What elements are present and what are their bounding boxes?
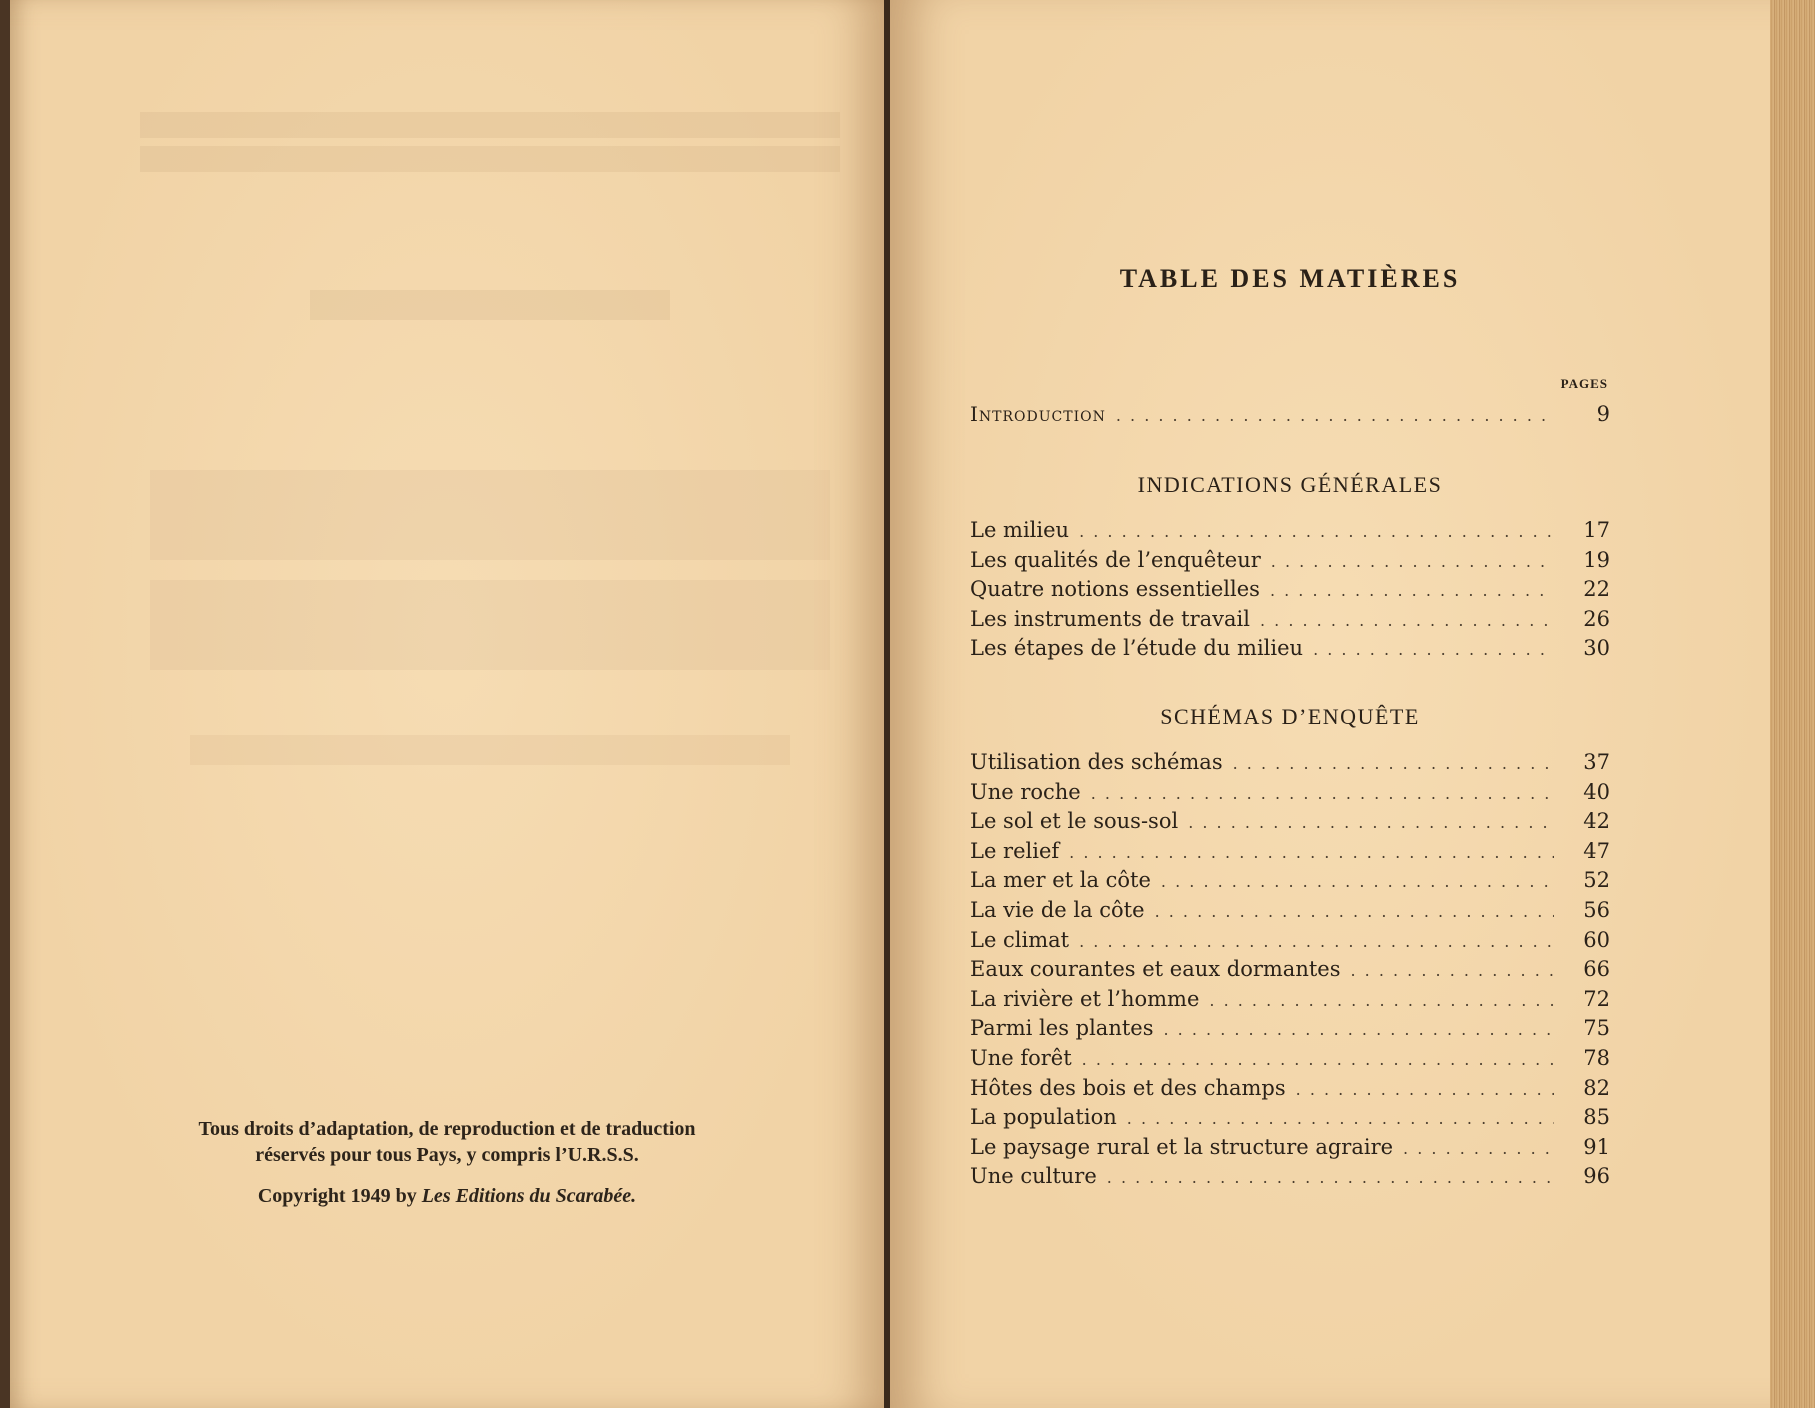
- toc-entry-page: 91: [1583, 1134, 1610, 1159]
- copyright-notice: [10, 1185, 884, 1208]
- section-heading-schemas: SCHÉMAS D’ENQUÊTE: [1160, 704, 1420, 729]
- toc-entry-label: Le relief: [970, 838, 1060, 863]
- dot-leader: [1161, 872, 1554, 891]
- toc-entry-page: 40: [1583, 779, 1610, 804]
- toc-entry-label: La rivière et l’homme: [970, 986, 1200, 1011]
- toc-entry: [970, 839, 1610, 869]
- toc-entry-page: 56: [1583, 897, 1610, 922]
- toc-intro-list: [970, 402, 1610, 432]
- toc-entry-page: 47: [1583, 838, 1610, 863]
- toc-entry: [970, 548, 1610, 578]
- dot-leader: [1079, 932, 1554, 951]
- toc-entry-page: 60: [1583, 927, 1610, 952]
- toc-entry: [970, 928, 1610, 958]
- toc-entry: [970, 809, 1610, 839]
- toc-entry: [970, 957, 1610, 987]
- toc-entry: [970, 868, 1610, 898]
- toc-entry-label: Une roche: [970, 779, 1081, 804]
- toc-entry-page: 37: [1583, 750, 1610, 774]
- rights-line-2: réservés pour tous Pays, y compris l’U.R.S.S.: [255, 1144, 639, 1166]
- toc-entry-label: Utilisation des schémas: [970, 750, 1223, 774]
- toc-entry-label: Une culture: [970, 1164, 1097, 1189]
- pages-column-label: PAGES: [1560, 376, 1608, 391]
- dot-leader: [1164, 1020, 1555, 1039]
- toc-entry-label: Le sol et le sous-sol: [970, 809, 1179, 834]
- toc-entry: [970, 1135, 1610, 1165]
- toc-entry-label: Quatre notions essentielles: [970, 577, 1260, 602]
- dot-leader: [1350, 961, 1554, 980]
- toc-entry-page: 75: [1583, 1016, 1610, 1041]
- toc-entry-page: 9: [1596, 402, 1610, 426]
- dot-leader: [1155, 902, 1554, 921]
- toc-entry-label: Une forêt: [970, 1045, 1072, 1070]
- toc-entry-page: 82: [1583, 1075, 1610, 1100]
- dot-leader: [1116, 406, 1554, 425]
- copyright-publisher: Les Editions du Scarabée.: [421, 1185, 637, 1207]
- toc-section-indications: [970, 518, 1610, 666]
- toc-entry-label: Le paysage rural et la structure agraire: [970, 1134, 1394, 1159]
- dot-leader: [1271, 552, 1554, 571]
- toc-entry-page: 30: [1583, 636, 1610, 661]
- toc-entry: [970, 636, 1610, 666]
- dot-leader: [1233, 754, 1554, 773]
- toc-entry-label: Introduction: [970, 402, 1106, 426]
- toc-entry-label: La mer et la côte: [970, 868, 1151, 893]
- toc-entry: [970, 1016, 1610, 1046]
- toc-entry-page: 78: [1583, 1045, 1610, 1070]
- toc-entry: [970, 987, 1610, 1017]
- toc-entry-label: Les instruments de travail: [970, 606, 1250, 631]
- toc-entry: [970, 577, 1610, 607]
- rights-notice: [10, 1116, 884, 1168]
- toc-entry-page: 85: [1583, 1105, 1610, 1130]
- toc-entry-page: 52: [1583, 868, 1610, 893]
- dot-leader: [1209, 991, 1554, 1010]
- toc-entry: [970, 518, 1610, 548]
- toc-entry-page: 72: [1583, 986, 1610, 1011]
- copyright-prefix: Copyright 1949 by: [257, 1185, 417, 1207]
- toc-entry: [970, 1076, 1610, 1106]
- dot-leader: [1296, 1080, 1554, 1099]
- dot-leader: [1313, 640, 1554, 659]
- dot-leader: [1091, 784, 1554, 803]
- toc-entry-label: Eaux courantes et eaux dormantes: [970, 957, 1341, 982]
- toc-entry: [970, 750, 1610, 780]
- toc-entry: [970, 1105, 1610, 1135]
- toc-entry-page: 26: [1583, 606, 1610, 631]
- toc-entry-page: 66: [1583, 957, 1610, 982]
- dot-leader: [1079, 522, 1554, 541]
- toc-entry-page: 19: [1583, 547, 1610, 572]
- toc-entry-page: 17: [1583, 518, 1610, 542]
- rights-line-1: Tous droits d’adaptation, de reproduction et de traduction: [198, 1118, 696, 1140]
- section-heading-indications: INDICATIONS GÉNÉRALES: [1137, 472, 1443, 497]
- toc-entry-label: Le climat: [970, 927, 1070, 952]
- toc-entry: [970, 1046, 1610, 1076]
- toc-entry-page: 22: [1583, 577, 1610, 602]
- toc-entry-page: 42: [1583, 809, 1610, 834]
- dot-leader: [1270, 581, 1554, 600]
- toc-entry: [970, 1164, 1610, 1194]
- toc-entry: [970, 898, 1610, 928]
- toc-entry-page: 96: [1583, 1164, 1610, 1189]
- toc-entry-label: La population: [970, 1105, 1117, 1130]
- dot-leader: [1127, 1109, 1554, 1128]
- dot-leader: [1260, 611, 1554, 630]
- toc-entry-label: Les qualités de l’enquêteur: [970, 547, 1261, 572]
- toc-section-schemas: [970, 750, 1610, 1194]
- dot-leader: [1403, 1139, 1554, 1158]
- page-edges: [1770, 0, 1815, 1408]
- toc-entry: [970, 607, 1610, 637]
- left-book-edge: [0, 0, 10, 1408]
- dot-leader: [1069, 843, 1554, 862]
- toc-title: TABLE DES MATIÈRES: [1119, 264, 1461, 293]
- toc-entry: [970, 780, 1610, 810]
- toc-entry-label: Les étapes de l’étude du milieu: [970, 636, 1304, 661]
- toc-entry-introduction: [970, 402, 1610, 432]
- dot-leader: [1082, 1050, 1554, 1069]
- toc-entry-label: Parmi les plantes: [970, 1016, 1154, 1041]
- toc-entry-label: La vie de la côte: [970, 897, 1145, 922]
- toc-entry-label: Hôtes des bois et des champs: [970, 1075, 1286, 1100]
- toc-entry-label: Le milieu: [970, 518, 1070, 542]
- dot-leader: [1107, 1168, 1554, 1187]
- dot-leader: [1188, 813, 1554, 832]
